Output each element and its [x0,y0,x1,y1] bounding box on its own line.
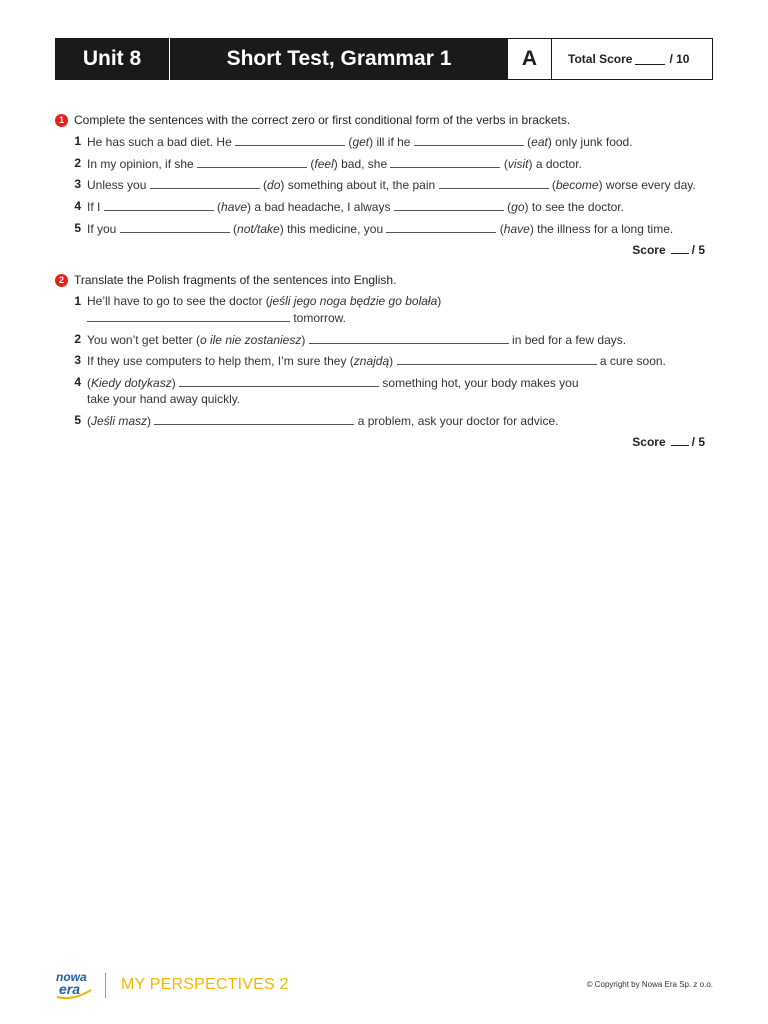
exercise-1-items [55,133,713,237]
answer-blank[interactable] [179,374,379,387]
list-item [55,331,713,348]
list-item [55,220,713,237]
item-text: In my opinion, if she (feel) bad, she (visit) a doctor. [87,156,582,171]
page-footer [55,968,713,1002]
nowa-era-logo [55,968,95,1000]
exercise-2-score [55,435,713,449]
item-number: 4 [74,375,81,390]
score-label: Score [632,434,666,449]
test-version: A [508,38,552,80]
answer-blank[interactable] [386,220,496,233]
score-blank[interactable] [671,435,689,446]
exercise-2 [55,271,713,449]
item-text [87,331,713,348]
answer-blank[interactable] [397,352,597,365]
series-title: MY PERSPECTIVES 2 [121,976,289,993]
item-text-part: ) [301,332,309,347]
item-text-part: Unless you [87,178,150,193]
item-text-part: bad, she [337,156,391,171]
verb-hint: feel [314,156,334,171]
polish-fragment: Jeśli masz [91,413,148,428]
item-number: 2 [74,331,81,346]
item-text-part: something about it, the pain [284,178,439,193]
item-text: Unless you (do) something about it, the pain (become) worse every day. [87,178,696,193]
item-text-part: ) [147,413,155,428]
verb-hint: have [503,221,530,236]
item-text-part: a cure soon. [596,354,666,369]
list-item [55,155,713,172]
item-text-part: a bad headache, I always [251,200,394,215]
total-score-blank[interactable] [635,54,665,65]
list-item [55,374,713,407]
item-text-part: In my opinion, if she [87,156,198,171]
item-text-part: this medicine, you [283,221,387,236]
footer-divider [105,973,106,998]
item-text-part: ) [171,376,180,391]
verb-hint: become [555,178,599,193]
exercise-number-badge: 1 [55,114,68,127]
item-text-part: ) [389,354,397,369]
copyright-notice: © Copyright by Nowa Era Sp. z o.o. [586,980,713,989]
unit-label: Unit 8 [55,38,170,80]
item-text-part: He’ll have to go to see the doctor ( [87,294,270,308]
exercise-number-badge: 2 [55,274,68,287]
item-number: 5 [74,412,81,427]
logo-text: nowa [56,970,87,984]
logo-text: era [59,981,81,997]
exercise-1 [55,111,713,257]
exercise-2-instruction: Translate the Polish fragments of the sentences into English. [74,273,397,287]
answer-blank[interactable] [394,198,504,211]
item-text: If you (not/take) this medicine, you (have) the illness for a long time. [87,221,674,236]
verb-hint: go [511,200,525,215]
item-number: 5 [74,220,81,235]
item-number: 1 [74,134,81,148]
answer-blank[interactable] [309,331,509,344]
test-header [55,38,713,80]
total-score [552,38,713,80]
item-text-part: a problem, ask your doctor for advice. [354,413,559,428]
answer-blank[interactable] [390,155,500,168]
item-number: 4 [74,199,81,214]
answer-blank[interactable] [150,176,260,189]
answer-blank[interactable] [439,176,549,189]
polish-fragment: jeśli jego noga będzie go bolała [269,294,438,308]
score-max: / 5 [691,434,705,449]
item-text-part: ( [87,376,91,391]
item-number: 3 [74,177,81,192]
total-score-max: / 10 [669,52,690,66]
answer-blank[interactable] [235,133,345,146]
polish-fragment: znajdą [353,354,390,369]
item-text: If I (have) a bad headache, I always (go) to see the doctor. [87,200,624,215]
item-text-part: ( [87,413,91,428]
verb-hint: visit [507,156,529,171]
item-text [87,352,713,369]
item-text-part: the illness for a long time. [533,221,674,236]
verb-hint: eat [531,135,548,149]
item-text-part: If they use computers to help them, I’m sure they ( [87,354,354,369]
verb-hint: do [267,178,281,193]
exercise-1-score [55,243,713,257]
answer-blank[interactable] [154,412,354,425]
score-blank[interactable] [671,243,689,254]
verb-hint: have [221,200,248,215]
list-item [55,198,713,215]
list-item [55,352,713,369]
item-text-part: ill if he [373,135,414,149]
answer-blank[interactable] [104,198,214,211]
answer-blank[interactable] [87,309,290,322]
item-number: 2 [74,155,81,170]
item-text-part: If I [87,200,104,215]
item-number: 1 [74,294,81,308]
total-score-label: Total Score [568,52,633,66]
answer-blank[interactable] [414,133,524,146]
item-text-part: a doctor. [532,156,582,171]
item-text-part: ) [437,294,442,308]
answer-blank[interactable] [120,220,230,233]
item-text-part: in bed for a few days. [508,332,627,347]
polish-fragment: Kiedy dotykasz [91,376,172,391]
verb-hint: not/take [237,221,280,236]
verb-hint: get [352,135,370,149]
item-text-part: You won’t get better ( [87,332,200,347]
list-item [55,176,713,193]
score-label: Score [632,242,666,257]
item-text [87,412,713,429]
item-text [87,293,647,326]
exercise-1-heading [55,111,713,129]
exercise-1-instruction: Complete the sentences with the correct zero or first conditional form of the verbs in brackets. [74,113,571,127]
exercise-2-heading [55,271,713,289]
list-item [55,133,713,150]
item-text-part: tomorrow. [290,311,347,325]
score-max: / 5 [691,242,705,257]
item-text-part: worse every day. [602,178,696,193]
item-text-part: to see the doctor. [528,200,624,215]
item-text-part: He has such a bad diet. He [87,135,236,149]
polish-fragment: o ile nie zostaniesz [199,332,302,347]
list-item [55,293,713,326]
exercise-2-items [55,293,713,429]
item-text-part: something hot, your body makes you take your hand away quickly. [87,376,579,407]
test-title: Short Test, Grammar 1 [170,38,508,80]
item-text: He has such a bad diet. He (get) ill if he (eat) only junk food. [87,135,633,149]
item-text-part: If you [87,221,120,236]
answer-blank[interactable] [197,155,307,168]
item-text [87,374,587,407]
item-number: 3 [74,353,81,368]
item-text-part: only junk food. [551,135,633,149]
list-item [55,412,713,429]
